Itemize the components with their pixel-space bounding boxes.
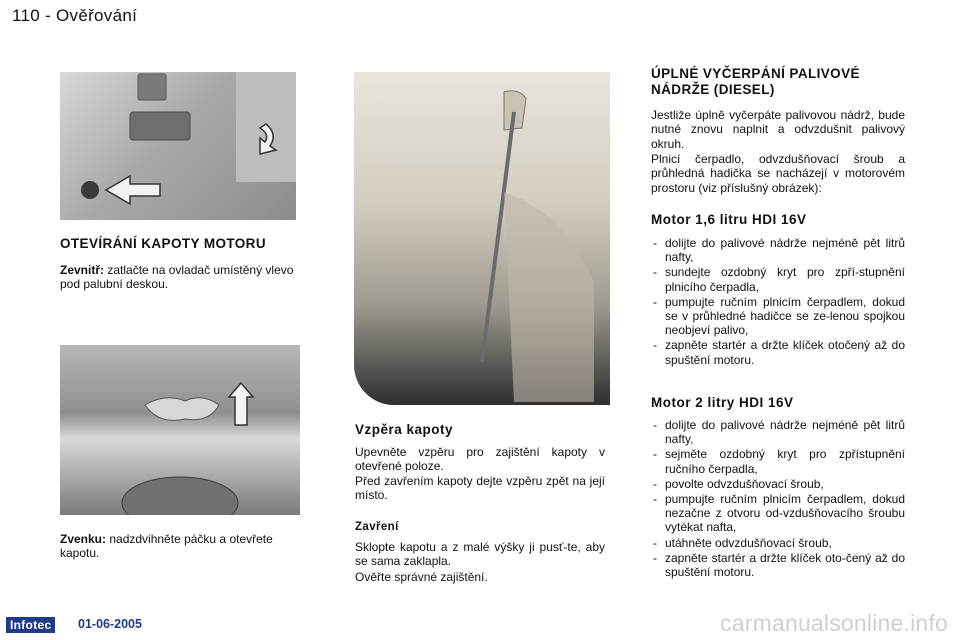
inside-text: zatlačte na ovladač umístěný vlevo pod palubní deskou.	[60, 263, 294, 292]
hood-opening-title: OTEVÍRÁNÍ KAPOTY MOTORU	[60, 236, 266, 251]
list-item: - utáhněte odvzdušňovací šroub,	[651, 536, 905, 550]
list-item: - sejměte ozdobný kryt pro zpřístupnění ručního čerpadla,	[651, 447, 905, 475]
infotec-badge: Infotec	[6, 617, 55, 633]
closing-title: Zavření	[355, 521, 399, 533]
hood-prop-title: Vzpěra kapoty	[355, 422, 454, 437]
hood-prop-rod-photo	[354, 72, 610, 405]
list-item: - pumpujte ručním plnicím čerpadlem, dokud se v průhledné hadičce se ze-lenou spojkou neobjeví palivo,	[651, 295, 905, 338]
exterior-release-lever-photo	[60, 345, 300, 515]
page-title: 110 - Ověřování	[12, 6, 138, 25]
outside-label: Zvenku:	[60, 532, 107, 546]
hood-prop-paragraph-2: Před zavřením kapoty dejte vzpěru zpět na její místo.	[355, 474, 605, 503]
outside-instruction	[60, 532, 300, 561]
closing-paragraph-2: Ověřte správné zajištění.	[355, 570, 488, 584]
motor1-title: Motor 1,6 litru HDI 16V	[651, 212, 807, 227]
fuel-run-out-title: ÚPLNÉ VYČERPÁNÍ PALIVOVÉ NÁDRŽE (DIESEL)	[651, 66, 860, 97]
motor1-steps	[651, 236, 905, 368]
inside-label: Zevnitř:	[60, 263, 105, 277]
hood-prop-paragraph-1: Upevněte vzpěru pro zajištění kapoty v otevřené poloze.	[355, 445, 605, 474]
list-item: - povolte odvzdušňovací šroub,	[651, 477, 905, 491]
fuel-paragraph-1: Jestliže úplně vyčerpáte palivovou nádrž, bude nutné znovu naplnit a odvzdušnit palivový okruh.	[651, 108, 905, 151]
list-item: - sundejte ozdobný kryt pro zpří-stupnění plnicího čerpadla,	[651, 265, 905, 293]
list-item: - dolijte do palivové nádrže nejméně pět litrů nafty,	[651, 418, 905, 446]
footer-date: 01-06-2005	[78, 617, 142, 631]
outside-text: nadzdvihněte páčku a otevřete kapotu.	[60, 532, 273, 561]
motor2-steps	[651, 418, 905, 580]
list-item: - zapněte startér a držte klíček oto-čený až do spuštění motoru.	[651, 551, 905, 579]
list-item: - dolijte do palivové nádrže nejméně pět litrů nafty,	[651, 236, 905, 264]
motor2-title: Motor 2 litry HDI 16V	[651, 395, 794, 410]
watermark: carmanualsonline.info	[720, 610, 948, 636]
fuel-paragraph-2: Plnicí čerpadlo, odvzdušňovací šroub a průhledná hadička se nacházejí v motorovém prostoru (viz příslušný obrázek):	[651, 152, 905, 195]
list-item: - pumpujte ručním plnicím čerpadlem, dokud nezačne z otvoru od-vzdušňovacího šroubu vytékat nafta,	[651, 492, 905, 535]
inside-instruction	[60, 263, 300, 292]
interior-release-lever-photo	[60, 72, 296, 220]
closing-paragraph-1: Sklopte kapotu a z malé výšky ji pusť-te, aby se sama zaklapla.	[355, 540, 605, 569]
list-item: - zapněte startér a držte klíček otočený až do spuštění motoru.	[651, 338, 905, 366]
